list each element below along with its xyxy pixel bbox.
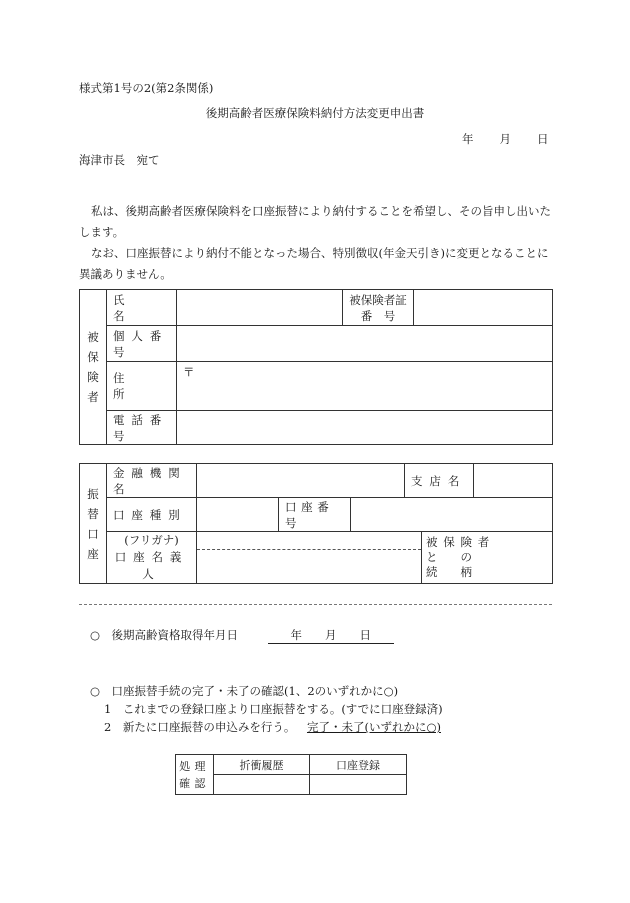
account-holder-field[interactable] <box>197 532 422 584</box>
confirm-item: ○ 口座振替手続の完了・未了の確認(1、2のいずれかに○) <box>90 684 399 698</box>
cut-line <box>79 604 552 605</box>
date-day-label: 日 <box>537 132 549 146</box>
qualification-date-row <box>90 627 394 644</box>
date-year-label: 年 <box>462 132 474 146</box>
insured-number-label: 被保険者証 番 号 <box>343 290 414 326</box>
bank-name-field[interactable] <box>197 464 405 498</box>
account-number-field[interactable] <box>351 498 553 532</box>
branch-label: 支店名 <box>405 464 474 498</box>
address-label: 住 所 <box>107 362 177 411</box>
branch-field[interactable] <box>474 464 553 498</box>
processing-table <box>175 754 407 795</box>
furigana-line[interactable] <box>197 532 421 550</box>
account-section-label: 振替口座 <box>80 464 107 584</box>
account-type-field[interactable] <box>197 498 279 532</box>
account-number-label: 口座番号 <box>279 498 351 532</box>
personal-number-field[interactable] <box>177 326 553 362</box>
option-2-status[interactable]: 完了・未了(いずれかに○) <box>306 720 441 734</box>
date-month-label: 月 <box>499 132 511 146</box>
account-type-label: 口座種別 <box>107 498 197 532</box>
declaration-paragraph-2: なお、口座振替により納付不能となった場合、特別徴収(年金天引き)に変更となることに異議ありません。 <box>79 246 549 281</box>
insured-section-label: 被保険者 <box>80 290 107 445</box>
option-2-text: 2 新たに口座振替の申込みを行う。 <box>104 720 296 734</box>
submission-date[interactable] <box>462 131 549 147</box>
qualification-label: ○ 後期高齢資格取得年月日 <box>90 628 239 642</box>
addressee: 海津市長 宛て <box>79 153 160 167</box>
name-field[interactable] <box>177 290 343 326</box>
form-number: 様式第1号の2(第2条関係) <box>79 81 214 95</box>
insured-number-field[interactable] <box>414 290 553 326</box>
address-field[interactable] <box>177 362 553 411</box>
option-1[interactable]: 1 これまでの登録口座より口座振替をする。(すでに口座登録済) <box>104 702 443 716</box>
account-registration-header: 口座登録 <box>310 755 407 775</box>
document-title: 後期高齢者医療保険料納付方法変更申出書 <box>205 106 425 120</box>
account-holder-label: (フリガナ) 口座名義人 <box>107 532 197 584</box>
negotiation-history-field[interactable] <box>214 775 310 795</box>
account-table <box>79 463 553 584</box>
option-2[interactable] <box>104 719 441 735</box>
phone-field[interactable] <box>177 411 553 445</box>
qualification-date-field[interactable]: 年 月 日 <box>268 627 394 644</box>
name-label: 氏 名 <box>107 290 177 326</box>
processing-label: 処理 確認 <box>176 755 214 795</box>
negotiation-history-header: 折衝履歴 <box>214 755 310 775</box>
phone-label: 電話番号 <box>107 411 177 445</box>
postal-mark: 〒 <box>183 365 195 379</box>
bank-name-label: 金融機関名 <box>107 464 197 498</box>
account-registration-field[interactable] <box>310 775 407 795</box>
insured-table <box>79 289 553 445</box>
declaration-paragraph-1: 私は、後期高齢者医療保険料を口座振替により納付することを希望し、その旨申し出いたします。 <box>79 204 551 239</box>
personal-number-label: 個人番号 <box>107 326 177 362</box>
relation-label: 被保険者 と の 続 柄 <box>422 532 553 584</box>
